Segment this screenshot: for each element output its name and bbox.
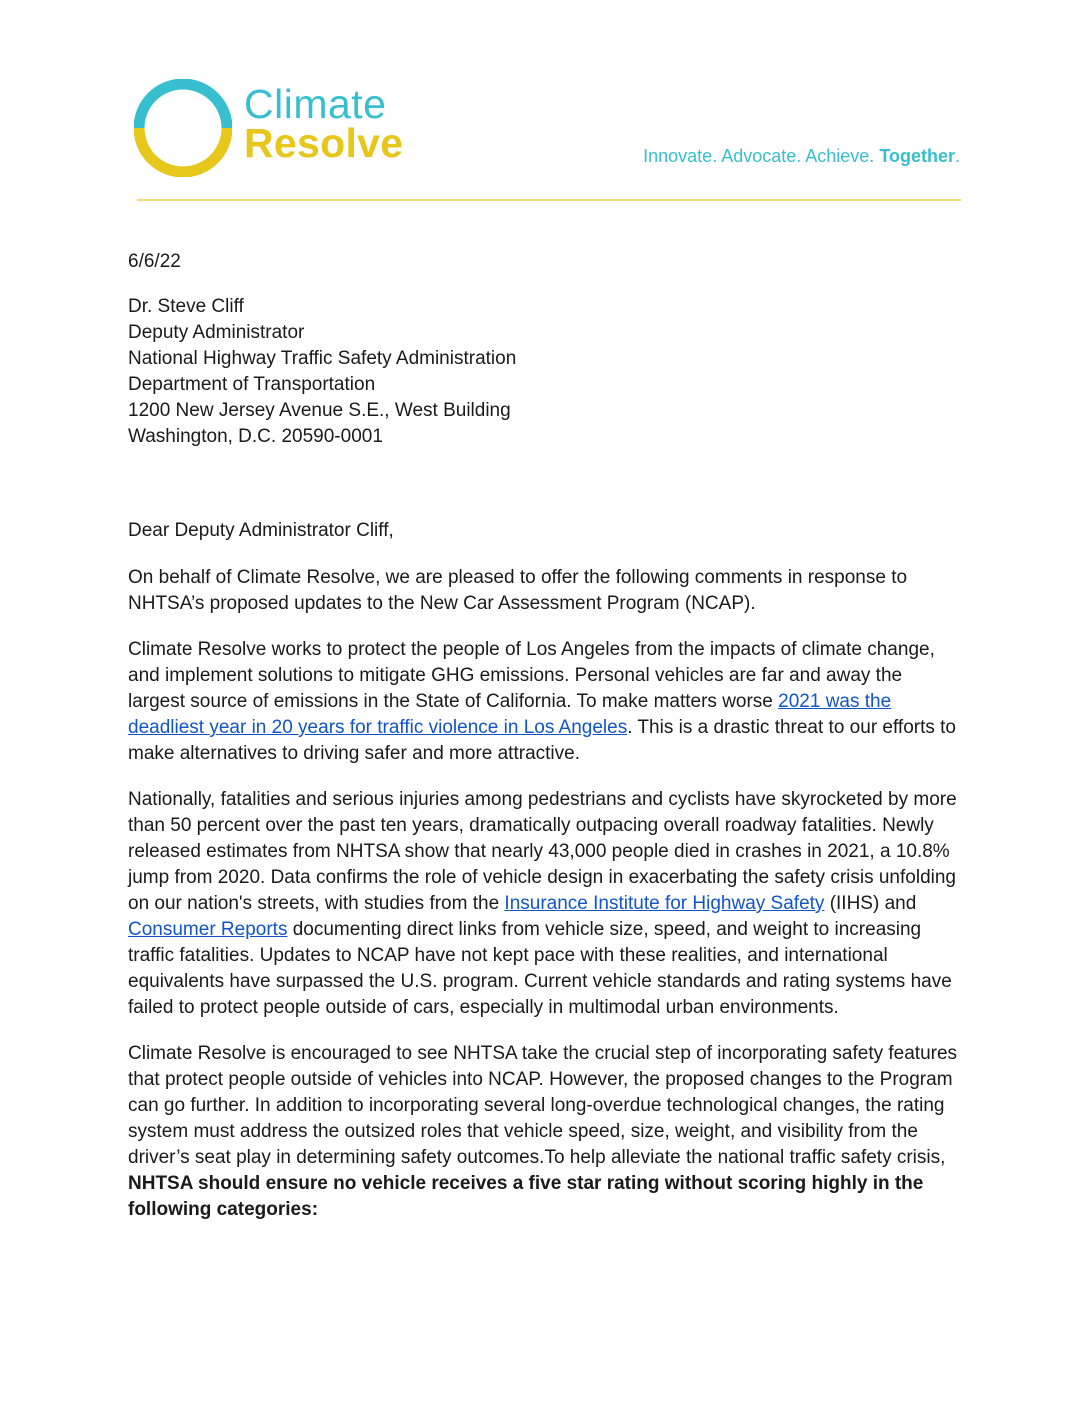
climate-resolve-logo-icon bbox=[134, 79, 232, 177]
deadliest-year-link[interactable]: 2021 was the deadliest year in 20 years for traffic violence in Los Angeles bbox=[128, 691, 892, 738]
paragraph-text: (IIHS) and bbox=[824, 893, 917, 914]
letter-date: 6/6/22 bbox=[128, 251, 181, 272]
paragraph-text: . This is a drastic threat to our efforts to make alternatives to driving safer and more attractive. bbox=[128, 717, 956, 764]
address-line: Deputy Administrator bbox=[128, 322, 305, 343]
paragraph-text: Climate Resolve is encouraged to see NHTSA take the crucial step of incorporating safety features that protect people outside of vehicles into NCAP. However, the proposed changes to the Program can go further. In addition to incorporating several long-overdue technological changes, the rating system must address the outsized roles that vehicle speed, size, weight, and visibility from the driver’s seat play in determining safety outcomes.To help alleviate the national traffic safety crisis, bbox=[128, 1043, 958, 1168]
paragraph-bold-text: NHTSA should ensure no vehicle receives a five star rating without scoring highly in the following categories: bbox=[128, 1173, 924, 1220]
address-line: Washington, D.C. 20590-0001 bbox=[128, 426, 383, 447]
address-line: 1200 New Jersey Avenue S.E., West Building bbox=[128, 400, 511, 421]
recipient-address bbox=[128, 294, 964, 450]
logo-word-resolve: Resolve bbox=[244, 120, 404, 166]
address-line: Dr. Steve Cliff bbox=[128, 296, 244, 317]
consumer-reports-link[interactable]: Consumer Reports bbox=[128, 919, 288, 940]
tagline-emphasis: Together bbox=[879, 146, 955, 166]
paragraph-intro: On behalf of Climate Resolve, we are pleased to offer the following comments in response to NHTSA’s proposed updates to the New Car Assessment Program (NCAP). bbox=[128, 567, 908, 614]
address-line: Department of Transportation bbox=[128, 374, 376, 395]
paragraph-mission bbox=[128, 637, 964, 767]
logo-wordmark bbox=[244, 81, 404, 166]
letterhead bbox=[0, 0, 1088, 210]
paragraph-text: Climate Resolve works to protect the people of Los Angeles from the impacts of climate change, and implement solutions to mitigate GHG emissions. Personal vehicles are far and away the largest source of emissions in the State of California. To make matters worse bbox=[128, 639, 935, 712]
header-divider bbox=[137, 199, 961, 201]
paragraph-text: documenting direct links from vehicle size, speed, and weight to increasing traffic fatalities. Updates to NCAP have not kept pace with these realities, and international equivalents have surpassed the U.S. program. Current vehicle standards and rating systems have failed to protect people outside of cars, especially in multimodal urban environments. bbox=[128, 919, 952, 1018]
letter-body bbox=[128, 565, 964, 1243]
tagline-period: . bbox=[954, 146, 960, 166]
address-line: National Highway Traffic Safety Administration bbox=[128, 348, 517, 369]
salutation: Dear Deputy Administrator Cliff, bbox=[128, 520, 394, 541]
tagline-text: Innovate. Advocate. Achieve. bbox=[643, 146, 880, 166]
logo-word-climate: Climate bbox=[244, 81, 387, 127]
tagline bbox=[643, 146, 960, 167]
paragraph-national-data bbox=[128, 787, 964, 1021]
paragraph-text: Nationally, fatalities and serious injuries among pedestrians and cyclists have skyrocketed by more than 50 percent over the past ten years, dramatically outpacing overall roadway fatalities. Newly released estimates from NHTSA show that nearly 43,000 people died in crashes in 2021, a 10.8% jump from 2020. Data confirms the role of vehicle design in exacerbating the safety crisis unfolding on our nation's streets, with studies from the bbox=[128, 789, 957, 914]
iihs-link[interactable]: Insurance Institute for Highway Safety bbox=[504, 893, 825, 914]
paragraph-recommendation bbox=[128, 1041, 964, 1223]
